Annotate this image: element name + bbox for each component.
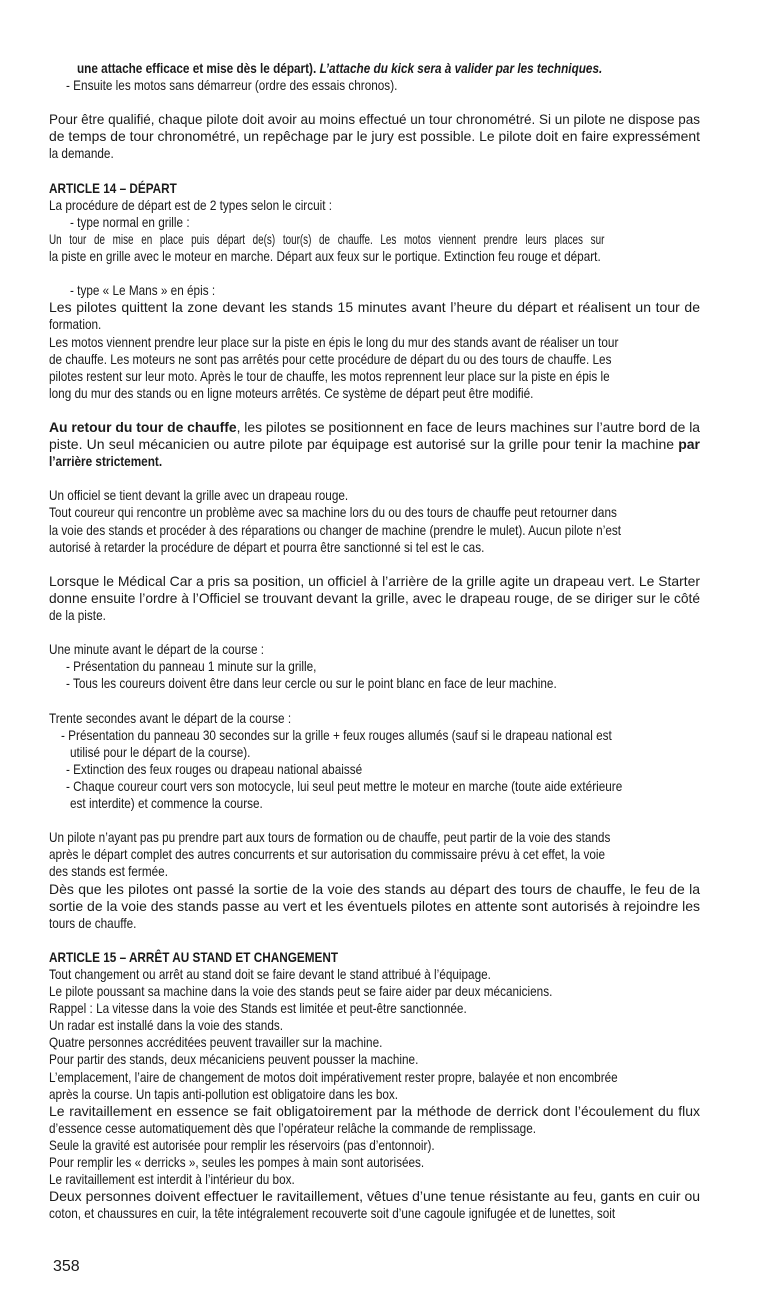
trente-secondes-title	[49, 710, 700, 727]
retour-line-3	[49, 453, 700, 470]
article-15-line: Le ravitaillement en essence se fait obligatoirement par la méthode de derrick dont l’écoulement du flux	[49, 1102, 700, 1119]
article-15-line-text: Tout changement ou arrêt au stand doit se faire devant le stand attribué à l’équipage.	[49, 965, 491, 982]
trente-secondes-item-text: - Extinction des feux rouges ou drapeau national abaissé	[66, 760, 363, 777]
article-15-line-text: coton, et chaussures en cuir, la tête intégralement recouverte soit d’une cagoule ignifugée et de lunettes, soit	[49, 1205, 616, 1222]
type-normal-line	[49, 248, 700, 265]
officiel-line-text: Un officiel se tient devant la grille avec un drapeau rouge.	[49, 487, 349, 504]
type-lemans-line	[49, 385, 700, 402]
article-15-line	[49, 1051, 700, 1068]
intro-italic-text: L’attache du kick sera à valider par les techniques.	[316, 60, 603, 76]
trente-secondes-item-cont-text: est interdite) et commence la course.	[70, 795, 263, 812]
type-lemans-line	[49, 316, 700, 333]
article-15-line-text: Pour partir des stands, deux mécaniciens peuvent pousser la machine.	[49, 1051, 419, 1068]
spacer	[49, 470, 700, 487]
pilote-absent-line-text: Un pilote n’ayant pas pu prendre part aux tours de formation ou de chauffe, peut partir de la voie des stands	[49, 829, 611, 846]
trente-secondes-item	[49, 727, 700, 744]
trente-secondes-item-cont	[49, 795, 700, 812]
document-page	[49, 60, 700, 1222]
qualification-line: de temps de tour chronométré, un repêchage par le jury est possible. Le pilote doit en faire expressément	[49, 128, 700, 145]
spacer	[49, 932, 700, 949]
une-minute-item-text: - Présentation du panneau 1 minute sur la grille,	[66, 658, 317, 675]
intro-line-2-text: - Ensuite les motos sans démarreur (ordre des essais chronos).	[66, 77, 398, 94]
pilote-absent-line-text: des stands est fermée.	[49, 863, 168, 880]
une-minute-item	[49, 675, 700, 692]
medical-car-line: donne ensuite l’ordre à l’Officiel se trouvant devant la grille, avec le drapeau rouge, de se diriger sur le côté	[49, 589, 700, 606]
type-lemans-label	[49, 282, 700, 299]
type-normal-line	[49, 231, 700, 248]
article-15-line	[49, 1017, 700, 1034]
article-14-intro	[49, 197, 700, 214]
type-lemans-line	[49, 368, 700, 385]
qualification-line-text: la demande.	[49, 145, 114, 162]
article-15-line-text: Pour remplir les « derricks », seules les pompes à main sont autorisées.	[49, 1154, 425, 1170]
type-normal-label	[49, 214, 700, 231]
article-15-line-text: L’emplacement, l’aire de changement de motos doit impérativement rester propre, balayée et non encombrée	[49, 1068, 618, 1085]
pilote-absent-line: Dès que les pilotes ont passé la sortie de la voie des stands au départ des tours de chauffe, le feu de la	[49, 880, 700, 897]
une-minute-title	[49, 641, 700, 658]
trente-secondes-item-cont-text: utilisé pour le départ de la course).	[70, 743, 251, 760]
officiel-line-text: Tout coureur qui rencontre un problème avec sa machine lors du ou des tours de chauffe peut retourner dans	[49, 504, 617, 521]
spacer	[49, 624, 700, 641]
retour-line-1	[49, 419, 700, 436]
article-15-line-text: après la course. Un tapis anti-pollution est obligatoire dans les box.	[49, 1085, 399, 1102]
article-15-line	[49, 1034, 700, 1051]
officiel-line	[49, 539, 700, 556]
article-15-line-text: Le pilote poussant sa machine dans la voie des stands peut se faire aider par deux mécaniciens.	[49, 983, 553, 1000]
spacer	[49, 692, 700, 709]
trente-secondes-item	[49, 761, 700, 778]
trente-secondes-item-text: - Chaque coureur court vers son motocycle, lui seul peut mettre le moteur en marche (toute aide extérieure	[66, 777, 623, 794]
article-15-line-text: Le ravitaillement est interdit à l’intérieur du box.	[49, 1171, 295, 1188]
type-lemans-line: Les pilotes quittent la zone devant les stands 15 minutes avant l’heure du départ et réalisent un tour de	[49, 299, 700, 316]
page-number: 358	[53, 1258, 80, 1275]
medical-car-line-text: de la piste.	[49, 607, 106, 623]
trente-secondes-title-text: Trente secondes avant le départ de la course :	[49, 709, 292, 726]
qualification-line	[49, 145, 700, 162]
spacer	[49, 94, 700, 111]
article-14-heading	[49, 180, 700, 197]
article-15-line-text: Seule la gravité est autorisée pour remplir les réservoirs (pas d’entonnoir).	[49, 1136, 435, 1153]
type-lemans-line-text: Les motos viennent prendre leur place sur la piste en épis le long du mur des stands avant de réaliser un tour	[49, 333, 619, 350]
spacer	[49, 402, 700, 419]
article-15-line	[49, 1120, 700, 1137]
une-minute-item-text: - Tous les coureurs doivent être dans leur cercle ou sur le point blanc en face de leur machine.	[66, 675, 557, 692]
type-lemans-line-text: long du mur des stands ou en ligne moteurs arrêtés. Ce système de départ peut être modifié.	[49, 384, 534, 401]
article-14-title: ARTICLE 14 – DÉPART	[49, 179, 177, 196]
officiel-line-text: autorisé à retarder la procédure de départ et pourra être sanctionné si tel est le cas.	[49, 538, 485, 555]
type-lemans-line-text: formation.	[49, 316, 102, 333]
retour-line-2-text: piste. Un seul mécanicien ou autre pilote par équipage est autorisé sur la grille pour tenir la machine	[49, 436, 679, 453]
medical-car-line: Lorsque le Médical Car a pris sa position, un officiel à l’arrière de la grille agite un drapeau vert. Le Starter	[49, 572, 700, 589]
type-lemans-line-text: pilotes restent sur leur moto. Après le tour de chauffe, les motos reprennent leur place sur la piste en épis le	[49, 367, 610, 384]
trente-secondes-item	[49, 778, 700, 795]
pilote-absent-line-text: après le départ complet des autres concurrents et sur autorisation du commissaire prévu à cet effet, la voie	[49, 846, 606, 863]
retour-line-1-rest: , les pilotes se positionnent en face de leurs machines sur l’autre bord de la	[236, 418, 701, 435]
retour-line-3-text: l’arrière strictement.	[49, 453, 163, 470]
trente-secondes-item-cont	[49, 744, 700, 761]
retour-bold-text: Au retour du tour de chauffe	[49, 418, 237, 435]
une-minute-title-text: Une minute avant le départ de la course :	[49, 641, 265, 658]
officiel-line	[49, 504, 700, 521]
type-lemans-line-text: de chauffe. Les moteurs ne sont pas arrêtés pour cette procédure de départ du ou des tours de chauffe. Les	[49, 350, 612, 367]
type-normal-line-text: la piste en grille avec le moteur en marche. Départ aux feux sur le portique. Extinction feu rouge et départ.	[49, 248, 601, 265]
pilote-absent-line	[49, 829, 700, 846]
pilote-absent-line	[49, 846, 700, 863]
une-minute-item	[49, 658, 700, 675]
retour-line-2	[49, 436, 700, 453]
article-15-line	[49, 1154, 700, 1171]
article-15-line	[49, 1137, 700, 1154]
article-15-heading	[49, 949, 700, 966]
type-normal-label-text: - type normal en grille :	[70, 213, 190, 230]
article-15-line: Deux personnes doivent effectuer le ravitaillement, vêtues d’une tenue résistante au feu, gants en cuir ou	[49, 1188, 701, 1205]
type-normal-line-text: Un tour de mise en place puis départ de(s) tour(s) de chauffe. Les motos viennent prendre leurs places sur	[49, 230, 605, 247]
article-15-line	[49, 1171, 700, 1188]
intro-bold-text: une attache efficace et mise dès le départ).	[77, 60, 317, 76]
article-15-line-text: Rappel : La vitesse dans la voie des Stands est limitée et peut-être sanctionnée.	[49, 1000, 467, 1017]
pilote-absent-line	[49, 915, 700, 932]
officiel-line	[49, 487, 700, 504]
pilote-absent-line	[49, 863, 700, 880]
intro-line-1	[49, 60, 700, 77]
type-lemans-line	[49, 334, 700, 351]
article-14-intro-text: La procédure de départ est de 2 types selon le circuit :	[49, 196, 333, 213]
article-15-line-text: Un radar est installé dans la voie des stands.	[49, 1017, 284, 1034]
type-lemans-label-text: - type « Le Mans » en épis :	[70, 282, 216, 299]
officiel-line-text: la voie des stands et procéder à des réparations ou changer de machine (prendre le mulet). Aucun pilote n’est	[49, 521, 622, 538]
article-15-line-text: d’essence cesse automatiquement dès que l’opérateur relâche la commande de remplissage.	[49, 1119, 537, 1136]
article-15-line	[49, 983, 700, 1000]
article-15-title: ARTICLE 15 – ARRÊT AU STAND ET CHANGEMENT	[49, 948, 339, 965]
article-15-line	[49, 1069, 700, 1086]
medical-car-line	[49, 607, 700, 624]
pilote-absent-line: sortie de la voie des stands passe au vert et les éventuels pilotes en attente sont autorisés à rejoindre les	[49, 897, 700, 914]
qualification-line: Pour être qualifié, chaque pilote doit avoir au moins effectué un tour chronométré. Si un pilote ne dispose pas	[49, 111, 700, 128]
spacer	[49, 812, 700, 829]
intro-line-2	[49, 77, 700, 94]
article-15-line	[49, 1000, 700, 1017]
spacer	[49, 163, 700, 180]
article-15-line	[49, 966, 700, 983]
article-15-line	[49, 1205, 700, 1222]
trente-secondes-item-text: - Présentation du panneau 30 secondes sur la grille + feux rouges allumés (sauf si le drapeau national est	[61, 726, 612, 743]
article-15-line-text: Quatre personnes accréditées peuvent travailler sur la machine.	[49, 1034, 383, 1051]
retour-line-2-bold: par	[678, 436, 700, 453]
spacer	[49, 265, 700, 282]
officiel-line	[49, 522, 700, 539]
pilote-absent-line-text: tours de chauffe.	[49, 914, 137, 931]
spacer	[49, 556, 700, 573]
article-15-line	[49, 1086, 700, 1103]
type-lemans-line	[49, 351, 700, 368]
